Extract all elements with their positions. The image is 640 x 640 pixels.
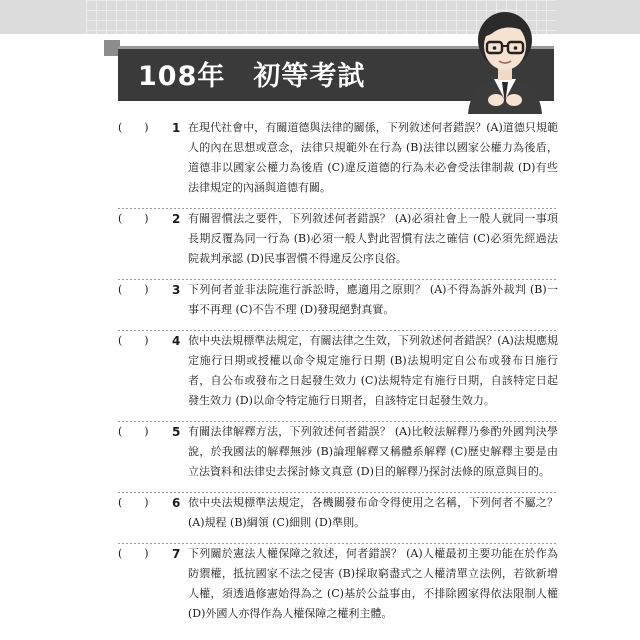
question-text: 下列何者並非法院進行訴訟時，應適用之原則？ (A)不得為訴外裁判 (B)一事不再理 (C)不告不理 (D)發現絕對真實。 [188, 283, 558, 316]
question-item [118, 331, 558, 411]
question-text: 下列關於憲法人權保障之敘述，何者錯誤？ (A)人權最初主要功能在於作為防禦權，抵抗國家不法之侵害 (B)採取窮盡式之人權清單立法例，若欲新增人權，須透過修憲始得為之 (C)基於公益事由，不排除國家得依法限制人權 (D)外國人亦得作為人權保障之權利主體。 [188, 547, 558, 620]
teacher-avatar-icon [450, 4, 560, 114]
question-item [118, 118, 558, 198]
question-number: 3 [172, 283, 181, 297]
question-number: 7 [172, 547, 181, 561]
question-number: 5 [172, 425, 181, 439]
question-item [118, 493, 558, 533]
question-text: 在現代社會中，有關道德與法律的關係，下列敘述何者錯誤？(A)道德只規範人的內在思想或意念，法律只規範外在行為 (B)法律以國家公權力為後盾，道德非以國家公權力為後盾 (C)違反道德的行為未必會受法律制裁 (D)有些法律規定的內涵與道德有關。 [188, 121, 558, 194]
answer-bracket: ( ) [118, 121, 149, 134]
question-number: 2 [172, 212, 181, 226]
answer-bracket: ( ) [118, 547, 149, 560]
question-number: 6 [172, 496, 181, 510]
question-text: 有關習慣法之要件，下列敘述何者錯誤？ (A)必須社會上一般人就同一事項長期反覆為同一行為 (B)必須一般人對此習慣有法之確信 (C)必須先經過法院裁判承認 (D)民事習慣不得違反公序良俗。 [188, 212, 558, 265]
question-text: 依中央法規標準法規定，有關法律之生效，下列敘述何者錯誤？(A)法規應規定施行日期或授權以命令規定施行日期 (B)法規明定自公布或發布日施行者，自公布或發布之日起發生效力 (C)法規特定有施行日期，自該特定日起發生效力 (D)以命令特定施行日期者，自該特定日起發生效力。 [188, 334, 558, 407]
question-number: 4 [172, 334, 181, 348]
question-number: 1 [172, 121, 181, 135]
question-item [118, 280, 558, 320]
question-item [118, 544, 558, 624]
answer-bracket: ( ) [118, 283, 149, 296]
question-list [118, 118, 558, 624]
question-text: 依中央法規標準法規定，各機關發布命令得使用之名稱，下列何者不屬之？ (A)規程 (B)綱領 (C)細則 (D)準則。 [188, 496, 558, 529]
question-text: 有關法律解釋方法，下列敘述何者錯誤？ (A)比較法解釋乃參酌外國判決學說，於我國法的解釋無涉 (B)論理解釋又稱體系解釋 (C)歷史解釋主要是由立法資料和法律史去探討條文真意 (D)目的解釋乃探討法條的原意與目的。 [188, 425, 558, 478]
answer-bracket: ( ) [118, 496, 149, 509]
question-item [118, 209, 558, 269]
question-item [118, 422, 558, 482]
answer-bracket: ( ) [118, 334, 149, 347]
answer-bracket: ( ) [118, 425, 149, 438]
page-title: 108年 初等考試 [138, 61, 366, 92]
answer-bracket: ( ) [118, 212, 149, 225]
